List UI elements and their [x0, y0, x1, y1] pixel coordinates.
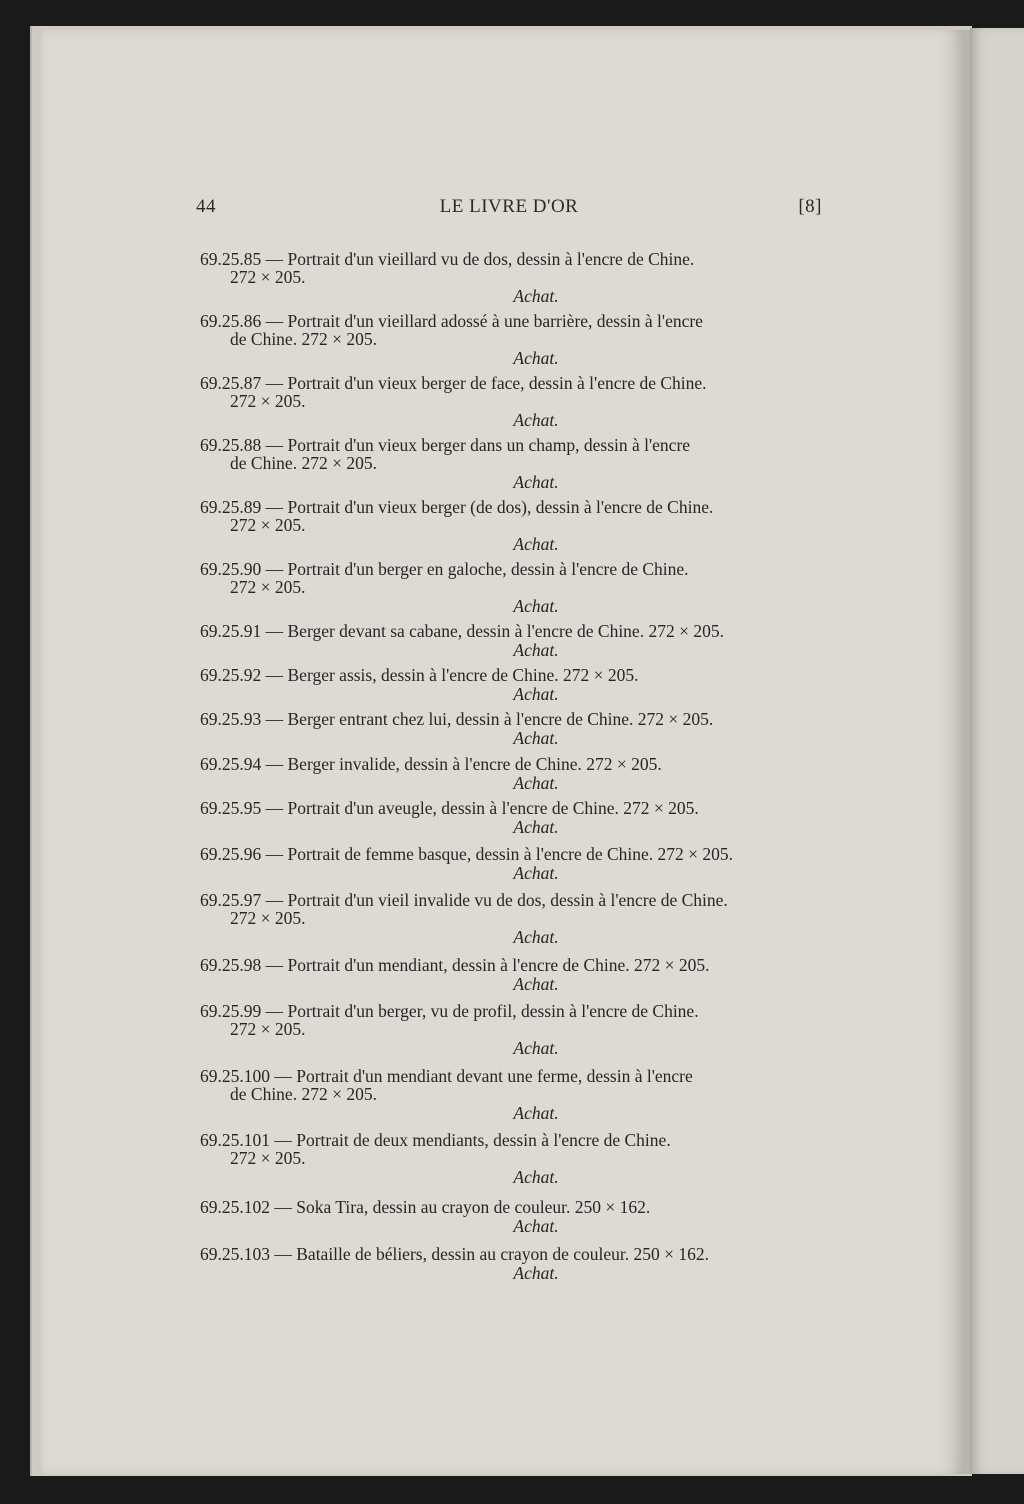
entry-first-line: 69.25.93 — Berger entrant chez lui, dessin à l'encre de Chine. 272 × 205.	[200, 709, 714, 729]
entry-continuation: 272 × 205.	[230, 1019, 306, 1039]
entry-acquisition: Achat.	[513, 927, 559, 947]
entry-acquisition: Achat.	[513, 728, 559, 748]
catalog-entry	[200, 622, 824, 659]
entry-acquisition: Achat.	[513, 684, 559, 704]
facing-page-edge	[970, 28, 1024, 1474]
catalog-entry	[200, 498, 824, 553]
entry-first-line: 69.25.95 — Portrait d'un aveugle, dessin à l'encre de Chine. 272 × 205.	[200, 798, 699, 818]
entry-first-line: 69.25.86 — Portrait d'un vieillard adossé à une barrière, dessin à l'encre	[200, 311, 703, 331]
entry-first-line: 69.25.98 — Portrait d'un mendiant, dessin à l'encre de Chine. 272 × 205.	[200, 955, 710, 975]
entry-first-line: 69.25.94 — Berger invalide, dessin à l'encre de Chine. 272 × 205.	[200, 754, 662, 774]
catalog-entry	[200, 436, 824, 491]
entry-acquisition: Achat.	[513, 817, 559, 837]
catalog-entry	[200, 666, 824, 703]
entry-continuation: 272 × 205.	[230, 515, 306, 535]
catalog-entry	[200, 1067, 824, 1122]
entry-continuation: de Chine. 272 × 205.	[230, 329, 377, 349]
entry-acquisition: Achat.	[513, 1103, 559, 1123]
entry-continuation: 272 × 205.	[230, 1148, 306, 1168]
entry-acquisition: Achat.	[513, 348, 559, 368]
running-title: LE LIVRE D'OR	[439, 196, 579, 217]
entry-continuation: de Chine. 272 × 205.	[230, 1084, 377, 1104]
running-header	[196, 196, 822, 222]
entry-first-line: 69.25.101 — Portrait de deux mendiants, dessin à l'encre de Chine.	[200, 1130, 671, 1150]
entry-acquisition: Achat.	[513, 596, 559, 616]
entry-acquisition: Achat.	[513, 1216, 559, 1236]
catalog-entry	[200, 374, 824, 429]
entry-first-line: 69.25.103 — Bataille de béliers, dessin au crayon de couleur. 250 × 162.	[200, 1244, 709, 1264]
catalog-entry	[200, 1198, 824, 1235]
entry-first-line: 69.25.88 — Portrait d'un vieux berger dans un champ, dessin à l'encre	[200, 435, 691, 455]
catalog-entry	[200, 710, 824, 747]
entry-continuation: 272 × 205.	[230, 267, 306, 287]
catalog-entry	[200, 250, 824, 305]
catalog-entry	[200, 956, 824, 993]
catalog-entry	[200, 1002, 824, 1057]
entry-first-line: 69.25.87 — Portrait d'un vieux berger de face, dessin à l'encre de Chine.	[200, 373, 707, 393]
entry-acquisition: Achat.	[513, 640, 559, 660]
entry-acquisition: Achat.	[513, 472, 559, 492]
entry-acquisition: Achat.	[513, 534, 559, 554]
entry-acquisition: Achat.	[513, 410, 559, 430]
catalog-entry	[200, 560, 824, 615]
catalog-entry	[200, 312, 824, 367]
entry-first-line: 69.25.97 — Portrait d'un vieil invalide vu de dos, dessin à l'encre de Chine.	[200, 890, 728, 910]
entry-first-line: 69.25.89 — Portrait d'un vieux berger (de dos), dessin à l'encre de Chine.	[200, 497, 714, 517]
catalog-entry	[200, 845, 824, 882]
catalog-entry	[200, 1131, 824, 1186]
entry-first-line: 69.25.99 — Portrait d'un berger, vu de profil, dessin à l'encre de Chine.	[200, 1001, 699, 1021]
entry-continuation: 272 × 205.	[230, 391, 306, 411]
entry-first-line: 69.25.90 — Portrait d'un berger en galoche, dessin à l'encre de Chine.	[200, 559, 689, 579]
entry-continuation: de Chine. 272 × 205.	[230, 453, 377, 473]
catalog-entry	[200, 891, 824, 946]
entry-acquisition: Achat.	[513, 1038, 559, 1058]
entry-acquisition: Achat.	[513, 1263, 559, 1283]
entry-acquisition: Achat.	[513, 1167, 559, 1187]
entry-first-line: 69.25.85 — Portrait d'un vieillard vu de dos, dessin à l'encre de Chine.	[200, 249, 695, 269]
entry-continuation: 272 × 205.	[230, 577, 306, 597]
entry-acquisition: Achat.	[513, 974, 559, 994]
entry-first-line: 69.25.92 — Berger assis, dessin à l'encre de Chine. 272 × 205.	[200, 665, 639, 685]
entry-acquisition: Achat.	[513, 863, 559, 883]
entry-first-line: 69.25.91 — Berger devant sa cabane, dessin à l'encre de Chine. 272 × 205.	[200, 621, 724, 641]
entry-first-line: 69.25.102 — Soka Tira, dessin au crayon de couleur. 250 × 162.	[200, 1197, 651, 1217]
catalog-entry	[200, 1245, 824, 1282]
page-number: 44	[196, 196, 216, 217]
entry-first-line: 69.25.100 — Portrait d'un mendiant devant une ferme, dessin à l'encre	[200, 1066, 693, 1086]
entry-first-line: 69.25.96 — Portrait de femme basque, dessin à l'encre de Chine. 272 × 205.	[200, 844, 734, 864]
section-marker: [8]	[798, 196, 822, 217]
catalog-entry	[200, 799, 824, 836]
entry-acquisition: Achat.	[513, 773, 559, 793]
entry-acquisition: Achat.	[513, 286, 559, 306]
entry-continuation: 272 × 205.	[230, 908, 306, 928]
catalog-entry	[200, 755, 824, 792]
